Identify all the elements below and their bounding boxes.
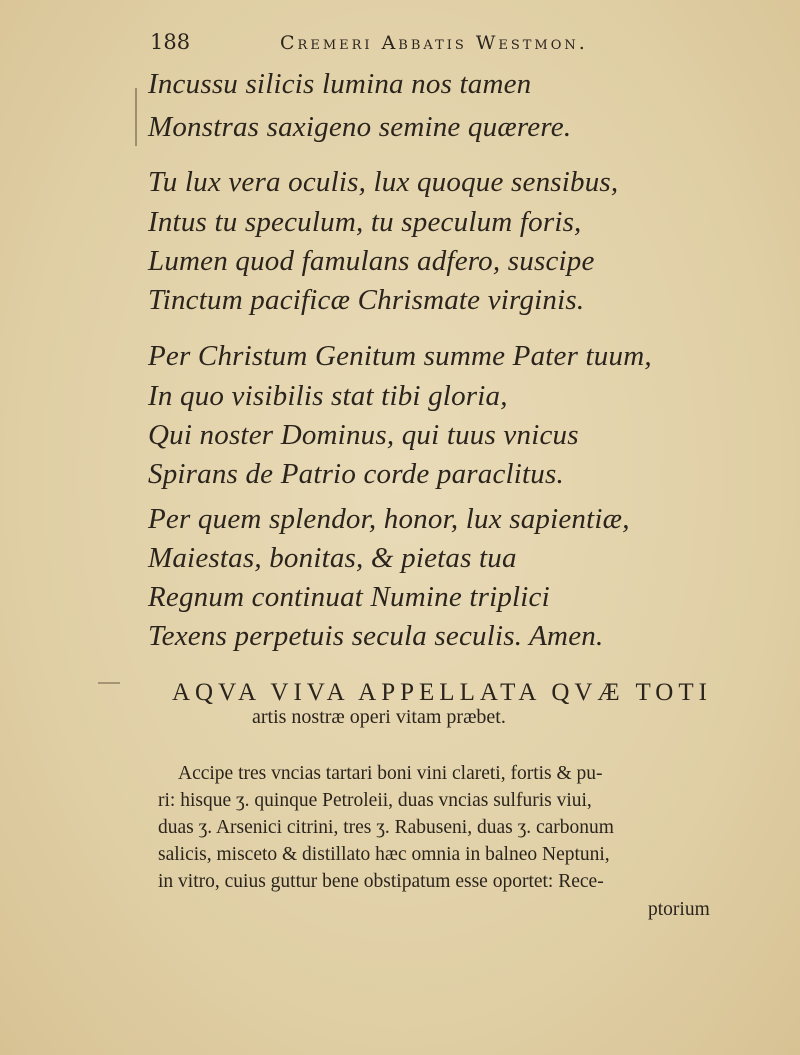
verse-line: Qui noster Dominus, qui tuus vnicus [148, 419, 579, 451]
verse-line: Incussu silicis lumina nos tamen [148, 68, 532, 100]
prose-line: salicis, misceto & distillato hæc omnia in balneo Neptuni, [158, 844, 610, 865]
section-heading: AQVA VIVA APPELLATA QVÆ TOTI [172, 679, 712, 706]
bleed-mark [98, 682, 120, 684]
verse-line: Lumen quod famulans adfero, suscipe [148, 245, 595, 277]
verse-line: In quo visibilis stat tibi gloria, [148, 380, 508, 412]
prose-line: ri: hisque ʒ. quinque Petroleii, duas vncias sulfuris viui, [158, 790, 592, 811]
prose-line: in vitro, cuius guttur bene obstipatum esse oportet: Rece- [158, 871, 604, 892]
verse-line: Maiestas, bonitas, & pietas tua [148, 542, 517, 574]
section-subheading: artis nostræ operi vitam præbet. [252, 706, 506, 728]
verse-line: Spirans de Patrio corde paraclitus. [148, 458, 564, 490]
verse-line: Tu lux vera oculis, lux quoque sensibus, [148, 166, 619, 198]
verse-line: Monstras saxigeno semine quærere. [148, 111, 572, 143]
verse-line: Tinctum pacificæ Chrismate virginis. [148, 284, 585, 316]
prose-line: Accipe tres vncias tartari boni vini clareti, fortis & pu- [178, 763, 603, 784]
prose-line: duas ʒ. Arsenici citrini, tres ʒ. Rabuseni, duas ʒ. carbonum [158, 817, 614, 838]
verse-line: Intus tu speculum, tu speculum foris, [148, 206, 582, 238]
page-number: 188 [150, 30, 191, 54]
verse-line: Per quem splendor, honor, lux sapientiæ, [148, 503, 630, 535]
verse-line: Regnum continuat Numine triplici [148, 581, 550, 613]
margin-bracket [135, 88, 140, 146]
verse-line: Texens perpetuis secula seculis. Amen. [148, 620, 604, 652]
prose-line: ptorium [648, 899, 710, 920]
page-header [150, 30, 730, 58]
verse-line: Per Christum Genitum summe Pater tuum, [148, 340, 652, 372]
running-head: Cremeri Abbatis Westmon. [280, 32, 588, 54]
